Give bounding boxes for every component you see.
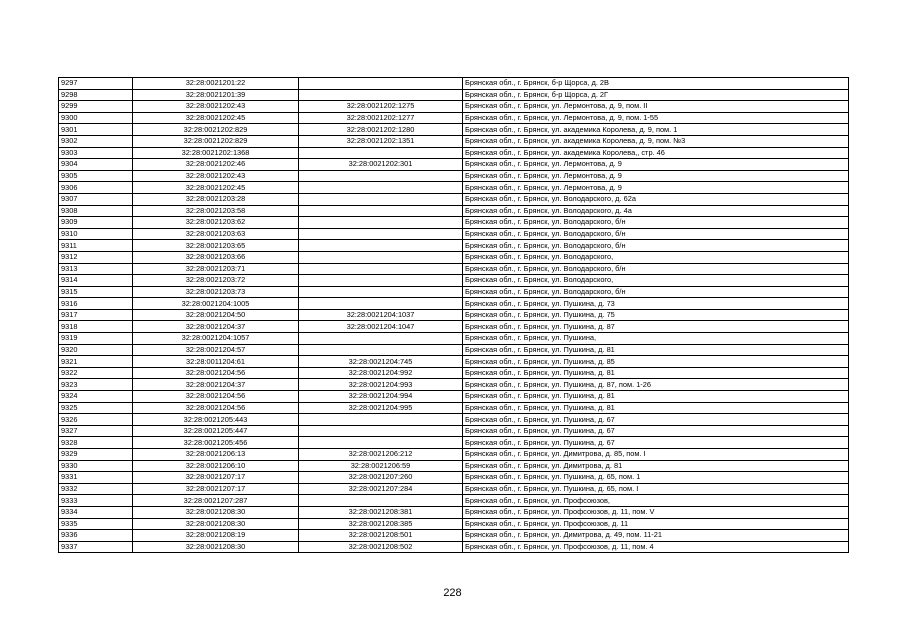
table-row [59, 101, 849, 113]
table-row [59, 89, 849, 101]
address-cell: Брянская обл., г. Брянск, ул. Володарского, б/н [463, 286, 849, 298]
table-row [59, 159, 849, 171]
row-number-cell: 9316 [59, 298, 133, 310]
cadastral-number-cell: 32:28:0021205:443 [133, 414, 299, 426]
address-cell: Брянская обл., г. Брянск, ул. академика Королева, д. 9, пом. №3 [463, 135, 849, 147]
cadastral-number-cell: 32:28:0021203:71 [133, 263, 299, 275]
linked-cadastral-number-cell [299, 333, 463, 345]
address-cell: Брянская обл., г. Брянск, ул. Пушкина, д. 81 [463, 402, 849, 414]
row-number-cell: 9324 [59, 391, 133, 403]
linked-cadastral-number-cell: 32:28:0021204:1047 [299, 321, 463, 333]
row-number-cell: 9311 [59, 240, 133, 252]
row-number-cell: 9334 [59, 506, 133, 518]
table-row [59, 112, 849, 124]
linked-cadastral-number-cell: 32:28:0021208:385 [299, 518, 463, 530]
address-cell: Брянская обл., г. Брянск, ул. Пушкина, д. 65, пом. I [463, 483, 849, 495]
table-row [59, 124, 849, 136]
table-row [59, 506, 849, 518]
table-row [59, 460, 849, 472]
linked-cadastral-number-cell: 32:28:0021202:1275 [299, 101, 463, 113]
linked-cadastral-number-cell: 32:28:0021204:993 [299, 379, 463, 391]
address-cell: Брянская обл., г. Брянск, ул. Димитрова, д. 49, пом. 11-21 [463, 530, 849, 542]
row-number-cell: 9309 [59, 217, 133, 229]
cadastral-number-cell: 32:28:0021202:1368 [133, 147, 299, 159]
table-row [59, 356, 849, 368]
row-number-cell: 9304 [59, 159, 133, 171]
cadastral-number-cell: 32:28:0021202:829 [133, 135, 299, 147]
table-row [59, 379, 849, 391]
row-number-cell: 9312 [59, 251, 133, 263]
cadastral-number-cell: 32:28:0021206:13 [133, 449, 299, 461]
row-number-cell: 9300 [59, 112, 133, 124]
address-cell: Брянская обл., г. Брянск, б-р Щорса, д. 2Г [463, 89, 849, 101]
address-cell: Брянская обл., г. Брянск, ул. Профсоюзов, [463, 495, 849, 507]
address-cell: Брянская обл., г. Брянск, ул. Пушкина, д. 67 [463, 414, 849, 426]
table-row [59, 170, 849, 182]
table-row [59, 425, 849, 437]
row-number-cell: 9317 [59, 309, 133, 321]
linked-cadastral-number-cell [299, 147, 463, 159]
row-number-cell: 9322 [59, 367, 133, 379]
row-number-cell: 9310 [59, 228, 133, 240]
address-cell: Брянская обл., г. Брянск, ул. Димитрова, д. 81 [463, 460, 849, 472]
address-cell: Брянская обл., г. Брянск, ул. Пушкина, д. 87, пом. 1-26 [463, 379, 849, 391]
cadastral-number-cell: 32:28:0021208:19 [133, 530, 299, 542]
linked-cadastral-number-cell: 32:28:0021207:260 [299, 472, 463, 484]
linked-cadastral-number-cell [299, 193, 463, 205]
linked-cadastral-number-cell: 32:28:0021204:995 [299, 402, 463, 414]
row-number-cell: 9298 [59, 89, 133, 101]
linked-cadastral-number-cell: 32:28:0021204:745 [299, 356, 463, 368]
cadastral-number-cell: 32:28:0021201:22 [133, 78, 299, 90]
row-number-cell: 9337 [59, 541, 133, 553]
address-cell: Брянская обл., г. Брянск, ул. Пушкина, [463, 333, 849, 345]
row-number-cell: 9330 [59, 460, 133, 472]
linked-cadastral-number-cell [299, 217, 463, 229]
table-row [59, 472, 849, 484]
address-cell: Брянская обл., г. Брянск, ул. Пушкина, д. 81 [463, 391, 849, 403]
address-cell: Брянская обл., г. Брянск, ул. Пушкина, д. 85 [463, 356, 849, 368]
row-number-cell: 9319 [59, 333, 133, 345]
table-row [59, 391, 849, 403]
row-number-cell: 9328 [59, 437, 133, 449]
cadastral-number-cell: 32:28:0021203:65 [133, 240, 299, 252]
row-number-cell: 9302 [59, 135, 133, 147]
row-number-cell: 9306 [59, 182, 133, 194]
row-number-cell: 9326 [59, 414, 133, 426]
table-row [59, 541, 849, 553]
table-row [59, 309, 849, 321]
table-row [59, 367, 849, 379]
linked-cadastral-number-cell: 32:28:0021204:994 [299, 391, 463, 403]
linked-cadastral-number-cell [299, 495, 463, 507]
address-cell: Брянская обл., г. Брянск, ул. Профсоюзов, д. 11, пом. 4 [463, 541, 849, 553]
cadastral-number-cell: 32:28:0021203:73 [133, 286, 299, 298]
linked-cadastral-number-cell: 32:28:0021208:501 [299, 530, 463, 542]
cadastral-number-cell: 32:28:0021203:62 [133, 217, 299, 229]
row-number-cell: 9331 [59, 472, 133, 484]
table-row [59, 437, 849, 449]
cadastral-number-cell: 32:28:0021206:10 [133, 460, 299, 472]
row-number-cell: 9336 [59, 530, 133, 542]
row-number-cell: 9321 [59, 356, 133, 368]
linked-cadastral-number-cell: 32:28:0021202:1280 [299, 124, 463, 136]
table-row [59, 240, 849, 252]
row-number-cell: 9307 [59, 193, 133, 205]
row-number-cell: 9305 [59, 170, 133, 182]
table-row [59, 251, 849, 263]
linked-cadastral-number-cell: 32:28:0021202:1277 [299, 112, 463, 124]
address-cell: Брянская обл., г. Брянск, ул. Володарского, [463, 251, 849, 263]
row-number-cell: 9303 [59, 147, 133, 159]
table-row [59, 402, 849, 414]
cadastral-number-cell: 32:28:0021203:66 [133, 251, 299, 263]
table-row [59, 147, 849, 159]
cadastral-number-cell: 32:28:0021208:30 [133, 541, 299, 553]
linked-cadastral-number-cell: 32:28:0021206:212 [299, 449, 463, 461]
linked-cadastral-number-cell [299, 425, 463, 437]
cadastral-number-cell: 32:28:0021204:56 [133, 367, 299, 379]
linked-cadastral-number-cell [299, 275, 463, 287]
cadastral-number-cell: 32:28:0021205:447 [133, 425, 299, 437]
table-row [59, 495, 849, 507]
row-number-cell: 9329 [59, 449, 133, 461]
address-cell: Брянская обл., г. Брянск, ул. Лермонтова, д. 9 [463, 159, 849, 171]
page-number: 228 [443, 587, 462, 599]
table-row [59, 321, 849, 333]
address-cell: Брянская обл., г. Брянск, ул. Профсоюзов, д. 11 [463, 518, 849, 530]
linked-cadastral-number-cell: 32:28:0021207:284 [299, 483, 463, 495]
address-cell: Брянская обл., г. Брянск, ул. Пушкина, д. 67 [463, 425, 849, 437]
cadastral-number-cell: 32:28:0021207:17 [133, 483, 299, 495]
row-number-cell: 9318 [59, 321, 133, 333]
cadastral-number-cell: 32:28:0021208:30 [133, 518, 299, 530]
cadastral-number-cell: 32:28:0011204:61 [133, 356, 299, 368]
cadastral-number-cell: 32:28:0021203:28 [133, 193, 299, 205]
address-cell: Брянская обл., г. Брянск, ул. Димитрова, д. 85, пом. I [463, 449, 849, 461]
table-row [59, 228, 849, 240]
cadastral-number-cell: 32:28:0021203:63 [133, 228, 299, 240]
table-row [59, 135, 849, 147]
linked-cadastral-number-cell: 32:28:0021208:381 [299, 506, 463, 518]
cadastral-number-cell: 32:28:0021201:39 [133, 89, 299, 101]
address-cell: Брянская обл., г. Брянск, ул. Лермонтова, д. 9, пом. II [463, 101, 849, 113]
linked-cadastral-number-cell [299, 170, 463, 182]
table-row [59, 483, 849, 495]
row-number-cell: 9320 [59, 344, 133, 356]
table-row [59, 286, 849, 298]
table-row [59, 78, 849, 90]
address-cell: Брянская обл., г. Брянск, ул. Лермонтова, д. 9 [463, 182, 849, 194]
address-cell: Брянская обл., г. Брянск, ул. Пушкина, д. 81 [463, 344, 849, 356]
table-row [59, 530, 849, 542]
address-cell: Брянская обл., г. Брянск, ул. Володарского, д. 62а [463, 193, 849, 205]
table-row [59, 414, 849, 426]
linked-cadastral-number-cell: 32:28:0021204:992 [299, 367, 463, 379]
address-cell: Брянская обл., г. Брянск, ул. Лермонтова, д. 9 [463, 170, 849, 182]
linked-cadastral-number-cell: 32:28:0021208:502 [299, 541, 463, 553]
address-cell: Брянская обл., г. Брянск, ул. Володарского, [463, 275, 849, 287]
linked-cadastral-number-cell: 32:28:0021202:1351 [299, 135, 463, 147]
linked-cadastral-number-cell [299, 182, 463, 194]
cadastral-number-cell: 32:28:0021202:45 [133, 112, 299, 124]
linked-cadastral-number-cell [299, 286, 463, 298]
table-row [59, 518, 849, 530]
table-row [59, 449, 849, 461]
address-cell: Брянская обл., г. Брянск, ул. Пушкина, д. 73 [463, 298, 849, 310]
table-row [59, 205, 849, 217]
address-cell: Брянская обл., г. Брянск, ул. Пушкина, д. 67 [463, 437, 849, 449]
linked-cadastral-number-cell [299, 78, 463, 90]
cadastral-number-cell: 32:28:0021207:17 [133, 472, 299, 484]
linked-cadastral-number-cell [299, 240, 463, 252]
linked-cadastral-number-cell [299, 437, 463, 449]
cadastral-number-cell: 32:28:0021204:57 [133, 344, 299, 356]
address-cell: Брянская обл., г. Брянск, ул. Володарского, б/н [463, 217, 849, 229]
linked-cadastral-number-cell [299, 414, 463, 426]
address-cell: Брянская обл., г. Брянск, б-р Щорса, д. 2В [463, 78, 849, 90]
table-row [59, 263, 849, 275]
table-row [59, 193, 849, 205]
register-table-body [59, 78, 849, 553]
table-row [59, 275, 849, 287]
table-row [59, 333, 849, 345]
cadastral-number-cell: 32:28:0021204:37 [133, 321, 299, 333]
address-cell: Брянская обл., г. Брянск, ул. Володарского, д. 4а [463, 205, 849, 217]
cadastral-number-cell: 32:28:0021204:1005 [133, 298, 299, 310]
cadastral-number-cell: 32:28:0021208:30 [133, 506, 299, 518]
row-number-cell: 9299 [59, 101, 133, 113]
row-number-cell: 9297 [59, 78, 133, 90]
row-number-cell: 9315 [59, 286, 133, 298]
row-number-cell: 9327 [59, 425, 133, 437]
cadastral-number-cell: 32:28:0021202:829 [133, 124, 299, 136]
table-row [59, 217, 849, 229]
cadastral-number-cell: 32:28:0021202:43 [133, 170, 299, 182]
address-cell: Брянская обл., г. Брянск, ул. академика Королева,, стр. 46 [463, 147, 849, 159]
property-register-table [58, 77, 849, 553]
address-cell: Брянская обл., г. Брянск, ул. Пушкина, д. 65, пом. 1 [463, 472, 849, 484]
table-row [59, 182, 849, 194]
linked-cadastral-number-cell [299, 205, 463, 217]
cadastral-number-cell: 32:28:0021202:43 [133, 101, 299, 113]
address-cell: Брянская обл., г. Брянск, ул. Пушкина, д. 81 [463, 367, 849, 379]
table-row [59, 298, 849, 310]
cadastral-number-cell: 32:28:0021203:58 [133, 205, 299, 217]
cadastral-number-cell: 32:28:0021204:56 [133, 391, 299, 403]
cadastral-number-cell: 32:28:0021204:56 [133, 402, 299, 414]
linked-cadastral-number-cell [299, 263, 463, 275]
address-cell: Брянская обл., г. Брянск, ул. Пушкина, д. 75 [463, 309, 849, 321]
address-cell: Брянская обл., г. Брянск, ул. академика Королева, д. 9, пом. 1 [463, 124, 849, 136]
table-row [59, 344, 849, 356]
address-cell: Брянская обл., г. Брянск, ул. Володарского, б/н [463, 228, 849, 240]
row-number-cell: 9313 [59, 263, 133, 275]
address-cell: Брянская обл., г. Брянск, ул. Пушкина, д. 87 [463, 321, 849, 333]
linked-cadastral-number-cell [299, 89, 463, 101]
linked-cadastral-number-cell [299, 228, 463, 240]
row-number-cell: 9323 [59, 379, 133, 391]
cadastral-number-cell: 32:28:0021202:45 [133, 182, 299, 194]
linked-cadastral-number-cell: 32:28:0021204:1037 [299, 309, 463, 321]
cadastral-number-cell: 32:28:0021207:287 [133, 495, 299, 507]
cadastral-number-cell: 32:28:0021204:50 [133, 309, 299, 321]
linked-cadastral-number-cell [299, 298, 463, 310]
row-number-cell: 9308 [59, 205, 133, 217]
cadastral-number-cell: 32:28:0021204:1057 [133, 333, 299, 345]
row-number-cell: 9314 [59, 275, 133, 287]
row-number-cell: 9325 [59, 402, 133, 414]
row-number-cell: 9332 [59, 483, 133, 495]
row-number-cell: 9333 [59, 495, 133, 507]
row-number-cell: 9301 [59, 124, 133, 136]
address-cell: Брянская обл., г. Брянск, ул. Володарского, б/н [463, 263, 849, 275]
cadastral-number-cell: 32:28:0021205:456 [133, 437, 299, 449]
cadastral-number-cell: 32:28:0021203:72 [133, 275, 299, 287]
cadastral-number-cell: 32:28:0021204:37 [133, 379, 299, 391]
linked-cadastral-number-cell: 32:28:0021206:59 [299, 460, 463, 472]
linked-cadastral-number-cell [299, 344, 463, 356]
address-cell: Брянская обл., г. Брянск, ул. Профсоюзов, д. 11, пом. V [463, 506, 849, 518]
cadastral-number-cell: 32:28:0021202:46 [133, 159, 299, 171]
address-cell: Брянская обл., г. Брянск, ул. Лермонтова, д. 9, пом. 1-55 [463, 112, 849, 124]
linked-cadastral-number-cell: 32:28:0021202:301 [299, 159, 463, 171]
address-cell: Брянская обл., г. Брянск, ул. Володарского, б/н [463, 240, 849, 252]
linked-cadastral-number-cell [299, 251, 463, 263]
row-number-cell: 9335 [59, 518, 133, 530]
